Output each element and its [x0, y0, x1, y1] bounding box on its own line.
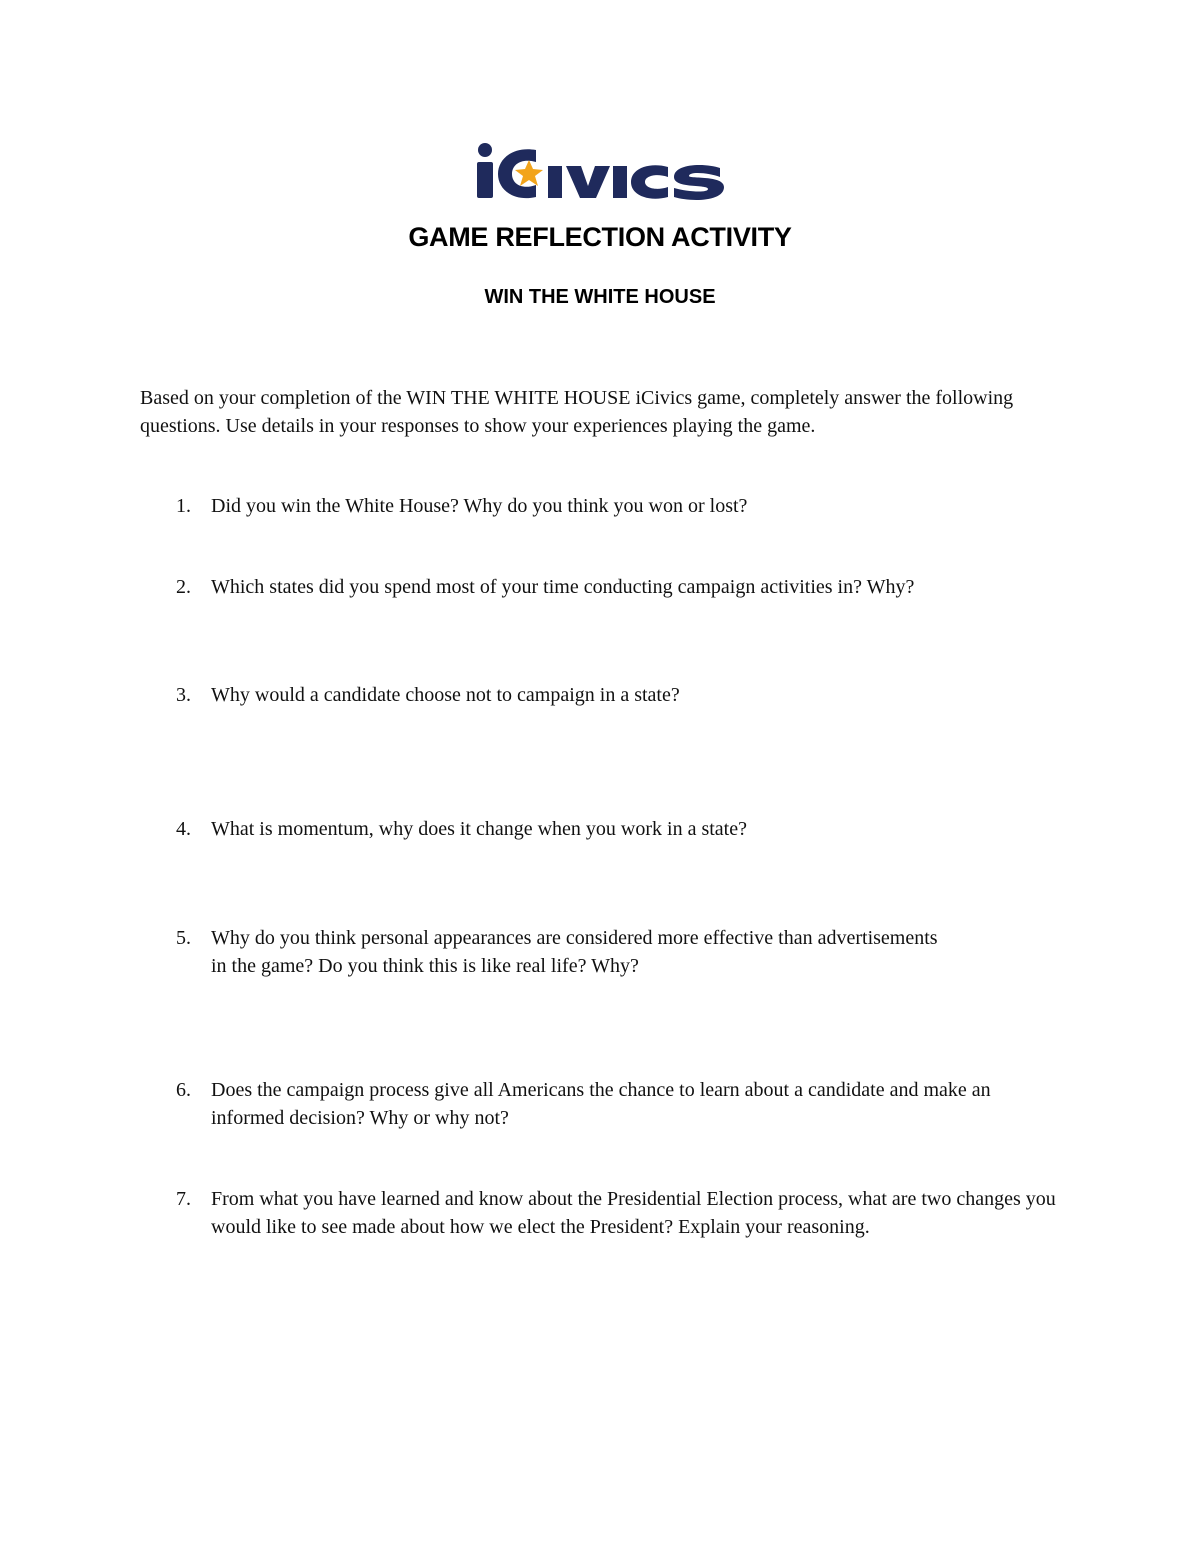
question-number: 4. — [176, 818, 191, 840]
icivics-logo — [474, 140, 726, 202]
worksheet-title: GAME REFLECTION ACTIVITY — [408, 222, 792, 252]
question-text: Did you win the White House? Why do you think you won or lost? — [211, 495, 748, 517]
worksheet-subtitle: WIN THE WHITE HOUSE — [484, 286, 716, 308]
question-text: Why do you think personal appearances are considered more effective than advertisements in the game? Do you think this is like real life? Why? — [211, 927, 938, 977]
question-text: From what you have learned and know about the Presidential Election process, what are two changes you would like to see made about how we elect the President? Explain your reasoning. — [211, 1188, 1056, 1238]
question-number: 7. — [176, 1188, 191, 1210]
question-text: What is momentum, why does it change when you work in a state? — [211, 818, 747, 840]
question-text: Does the campaign process give all Americans the chance to learn about a candidate and make an informed decision? Why or why not? — [211, 1079, 991, 1129]
question-text: Why would a candidate choose not to campaign in a state? — [211, 684, 680, 706]
question-number: 1. — [176, 495, 191, 517]
question-number: 2. — [176, 576, 191, 598]
question-number: 3. — [176, 684, 191, 706]
instructions-paragraph: Based on your completion of the WIN THE WHITE HOUSE iCivics game, completely answer the following questions. Use details in your responses to show your experiences playing the game. — [140, 387, 1014, 437]
question-number: 5. — [176, 927, 191, 949]
question-text: Which states did you spend most of your time conducting campaign activities in? Why? — [211, 576, 915, 598]
question-number: 6. — [176, 1079, 191, 1101]
